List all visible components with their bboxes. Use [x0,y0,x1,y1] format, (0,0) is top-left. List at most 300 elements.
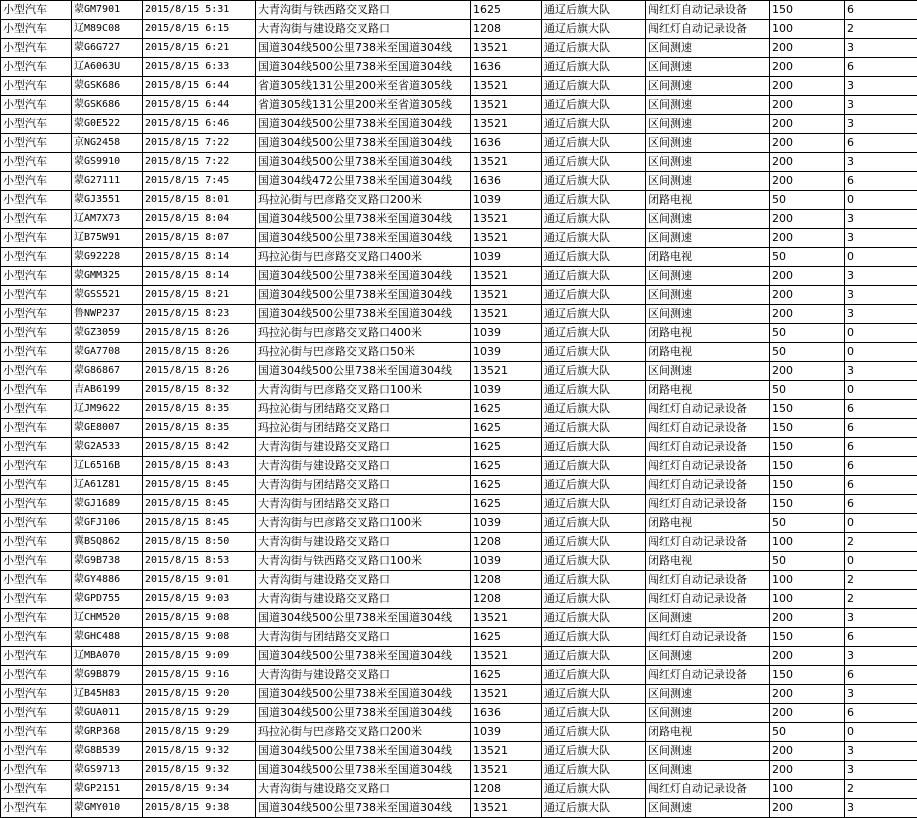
location-cell[interactable]: 国道304线500公里738米至国道304线 [256,134,471,153]
timestamp-cell[interactable]: 2015/8/15 9:32 [143,742,256,761]
points-cell[interactable]: 6 [845,419,917,438]
timestamp-cell[interactable]: 2015/8/15 9:29 [143,704,256,723]
code-cell[interactable]: 13521 [471,39,542,58]
vehicle-type-cell[interactable]: 小型汽车 [1,1,72,20]
timestamp-cell[interactable]: 2015/8/15 8:26 [143,343,256,362]
device-cell[interactable]: 闭路电视 [646,191,770,210]
points-cell[interactable]: 3 [845,39,917,58]
plate-number-cell[interactable]: 辽A61Z81 [72,476,143,495]
location-cell[interactable]: 省道305线131公里200米至省道305线 [256,96,471,115]
location-cell[interactable]: 国道304线500公里738米至国道304线 [256,609,471,628]
location-cell[interactable]: 国道304线500公里738米至国道304线 [256,267,471,286]
device-cell[interactable]: 区间测速 [646,39,770,58]
fine-cell[interactable]: 150 [770,495,845,514]
points-cell[interactable]: 6 [845,495,917,514]
plate-number-cell[interactable]: 蒙GA7708 [72,343,143,362]
plate-number-cell[interactable]: 蒙G0E522 [72,115,143,134]
device-cell[interactable]: 闭路电视 [646,248,770,267]
timestamp-cell[interactable]: 2015/8/15 7:22 [143,153,256,172]
plate-number-cell[interactable]: 蒙G6G727 [72,39,143,58]
department-cell[interactable]: 通辽后旗大队 [542,286,646,305]
vehicle-type-cell[interactable]: 小型汽车 [1,134,72,153]
device-cell[interactable]: 闯红灯自动记录设备 [646,20,770,39]
plate-number-cell[interactable]: 蒙GPD755 [72,590,143,609]
timestamp-cell[interactable]: 2015/8/15 6:46 [143,115,256,134]
timestamp-cell[interactable]: 2015/8/15 8:35 [143,419,256,438]
points-cell[interactable]: 2 [845,571,917,590]
plate-number-cell[interactable]: 鲁NWP237 [72,305,143,324]
vehicle-type-cell[interactable]: 小型汽车 [1,723,72,742]
location-cell[interactable]: 国道304线500公里738米至国道304线 [256,799,471,818]
plate-number-cell[interactable]: 辽A6063U [72,58,143,77]
device-cell[interactable]: 区间测速 [646,229,770,248]
vehicle-type-cell[interactable]: 小型汽车 [1,666,72,685]
department-cell[interactable]: 通辽后旗大队 [542,609,646,628]
fine-cell[interactable]: 200 [770,305,845,324]
points-cell[interactable]: 0 [845,552,917,571]
vehicle-type-cell[interactable]: 小型汽车 [1,343,72,362]
department-cell[interactable]: 通辽后旗大队 [542,761,646,780]
points-cell[interactable]: 6 [845,134,917,153]
location-cell[interactable]: 国道304线500公里738米至国道304线 [256,210,471,229]
timestamp-cell[interactable]: 2015/8/15 9:09 [143,647,256,666]
location-cell[interactable]: 大青沟街与铁西路交叉路口100米 [256,552,471,571]
points-cell[interactable]: 6 [845,666,917,685]
fine-cell[interactable]: 100 [770,571,845,590]
points-cell[interactable]: 6 [845,476,917,495]
timestamp-cell[interactable]: 2015/8/15 9:29 [143,723,256,742]
department-cell[interactable]: 通辽后旗大队 [542,381,646,400]
location-cell[interactable]: 大青沟街与建设路交叉路口 [256,780,471,799]
points-cell[interactable]: 3 [845,153,917,172]
timestamp-cell[interactable]: 2015/8/15 8:14 [143,248,256,267]
vehicle-type-cell[interactable]: 小型汽车 [1,590,72,609]
fine-cell[interactable]: 200 [770,609,845,628]
plate-number-cell[interactable]: 冀BSQ862 [72,533,143,552]
vehicle-type-cell[interactable]: 小型汽车 [1,39,72,58]
timestamp-cell[interactable]: 2015/8/15 8:14 [143,267,256,286]
department-cell[interactable]: 通辽后旗大队 [542,533,646,552]
code-cell[interactable]: 13521 [471,761,542,780]
location-cell[interactable]: 国道304线500公里738米至国道304线 [256,742,471,761]
department-cell[interactable]: 通辽后旗大队 [542,39,646,58]
device-cell[interactable]: 闭路电视 [646,324,770,343]
location-cell[interactable]: 玛拉沁街与团结路交叉路口 [256,419,471,438]
department-cell[interactable]: 通辽后旗大队 [542,191,646,210]
plate-number-cell[interactable]: 蒙G9B879 [72,666,143,685]
timestamp-cell[interactable]: 2015/8/15 9:16 [143,666,256,685]
device-cell[interactable]: 区间测速 [646,742,770,761]
device-cell[interactable]: 闯红灯自动记录设备 [646,438,770,457]
device-cell[interactable]: 区间测速 [646,77,770,96]
plate-number-cell[interactable]: 辽B45H83 [72,685,143,704]
points-cell[interactable]: 6 [845,58,917,77]
points-cell[interactable]: 3 [845,77,917,96]
timestamp-cell[interactable]: 2015/8/15 9:20 [143,685,256,704]
points-cell[interactable]: 3 [845,229,917,248]
plate-number-cell[interactable]: 蒙GHC488 [72,628,143,647]
timestamp-cell[interactable]: 2015/8/15 8:53 [143,552,256,571]
location-cell[interactable]: 国道304线500公里738米至国道304线 [256,704,471,723]
timestamp-cell[interactable]: 2015/8/15 8:07 [143,229,256,248]
plate-number-cell[interactable]: 蒙GRP368 [72,723,143,742]
timestamp-cell[interactable]: 2015/8/15 6:15 [143,20,256,39]
device-cell[interactable]: 闯红灯自动记录设备 [646,780,770,799]
device-cell[interactable]: 闯红灯自动记录设备 [646,419,770,438]
fine-cell[interactable]: 200 [770,77,845,96]
department-cell[interactable]: 通辽后旗大队 [542,20,646,39]
code-cell[interactable]: 1636 [471,704,542,723]
vehicle-type-cell[interactable]: 小型汽车 [1,96,72,115]
vehicle-type-cell[interactable]: 小型汽车 [1,609,72,628]
fine-cell[interactable]: 50 [770,381,845,400]
department-cell[interactable]: 通辽后旗大队 [542,799,646,818]
fine-cell[interactable]: 50 [770,723,845,742]
code-cell[interactable]: 13521 [471,210,542,229]
location-cell[interactable]: 国道304线500公里738米至国道304线 [256,305,471,324]
points-cell[interactable]: 3 [845,609,917,628]
vehicle-type-cell[interactable]: 小型汽车 [1,419,72,438]
location-cell[interactable]: 大青沟街与建设路交叉路口 [256,457,471,476]
department-cell[interactable]: 通辽后旗大队 [542,666,646,685]
department-cell[interactable]: 通辽后旗大队 [542,267,646,286]
code-cell[interactable]: 1636 [471,58,542,77]
fine-cell[interactable]: 200 [770,267,845,286]
location-cell[interactable]: 国道304线500公里738米至国道304线 [256,39,471,58]
department-cell[interactable]: 通辽后旗大队 [542,400,646,419]
fine-cell[interactable]: 200 [770,210,845,229]
vehicle-type-cell[interactable]: 小型汽车 [1,628,72,647]
device-cell[interactable]: 闯红灯自动记录设备 [646,1,770,20]
location-cell[interactable]: 国道304线500公里738米至国道304线 [256,115,471,134]
department-cell[interactable]: 通辽后旗大队 [542,172,646,191]
location-cell[interactable]: 大青沟街与团结路交叉路口 [256,495,471,514]
vehicle-type-cell[interactable]: 小型汽车 [1,58,72,77]
fine-cell[interactable]: 200 [770,761,845,780]
timestamp-cell[interactable]: 2015/8/15 7:45 [143,172,256,191]
location-cell[interactable]: 国道304线500公里738米至国道304线 [256,685,471,704]
points-cell[interactable]: 3 [845,96,917,115]
code-cell[interactable]: 1625 [471,476,542,495]
points-cell[interactable]: 2 [845,780,917,799]
fine-cell[interactable]: 100 [770,780,845,799]
device-cell[interactable]: 闭路电视 [646,552,770,571]
timestamp-cell[interactable]: 2015/8/15 9:38 [143,799,256,818]
location-cell[interactable]: 大青沟街与建设路交叉路口 [256,571,471,590]
plate-number-cell[interactable]: 蒙GY4886 [72,571,143,590]
plate-number-cell[interactable]: 蒙G92228 [72,248,143,267]
vehicle-type-cell[interactable]: 小型汽车 [1,267,72,286]
code-cell[interactable]: 13521 [471,286,542,305]
fine-cell[interactable]: 100 [770,533,845,552]
department-cell[interactable]: 通辽后旗大队 [542,419,646,438]
fine-cell[interactable]: 150 [770,628,845,647]
department-cell[interactable]: 通辽后旗大队 [542,305,646,324]
fine-cell[interactable]: 150 [770,438,845,457]
device-cell[interactable]: 闯红灯自动记录设备 [646,590,770,609]
vehicle-type-cell[interactable]: 小型汽车 [1,381,72,400]
location-cell[interactable]: 大青沟街与巴彦路交叉路口100米 [256,514,471,533]
department-cell[interactable]: 通辽后旗大队 [542,457,646,476]
fine-cell[interactable]: 200 [770,153,845,172]
code-cell[interactable]: 1625 [471,495,542,514]
vehicle-type-cell[interactable]: 小型汽车 [1,248,72,267]
department-cell[interactable]: 通辽后旗大队 [542,476,646,495]
vehicle-type-cell[interactable]: 小型汽车 [1,514,72,533]
fine-cell[interactable]: 200 [770,685,845,704]
points-cell[interactable]: 3 [845,799,917,818]
device-cell[interactable]: 闭路电视 [646,723,770,742]
device-cell[interactable]: 闯红灯自动记录设备 [646,666,770,685]
device-cell[interactable]: 区间测速 [646,685,770,704]
code-cell[interactable]: 1039 [471,723,542,742]
location-cell[interactable]: 玛拉沁街与巴彦路交叉路口400米 [256,248,471,267]
location-cell[interactable]: 国道304线500公里738米至国道304线 [256,229,471,248]
plate-number-cell[interactable]: 蒙G8B539 [72,742,143,761]
location-cell[interactable]: 玛拉沁街与巴彦路交叉路口400米 [256,324,471,343]
department-cell[interactable]: 通辽后旗大队 [542,77,646,96]
fine-cell[interactable]: 200 [770,172,845,191]
vehicle-type-cell[interactable]: 小型汽车 [1,362,72,381]
plate-number-cell[interactable]: 蒙GMY010 [72,799,143,818]
department-cell[interactable]: 通辽后旗大队 [542,552,646,571]
points-cell[interactable]: 3 [845,305,917,324]
vehicle-type-cell[interactable]: 小型汽车 [1,229,72,248]
timestamp-cell[interactable]: 2015/8/15 6:21 [143,39,256,58]
timestamp-cell[interactable]: 2015/8/15 8:23 [143,305,256,324]
timestamp-cell[interactable]: 2015/8/15 6:33 [143,58,256,77]
location-cell[interactable]: 国道304线500公里738米至国道304线 [256,761,471,780]
fine-cell[interactable]: 50 [770,248,845,267]
department-cell[interactable]: 通辽后旗大队 [542,115,646,134]
plate-number-cell[interactable]: 辽M89C08 [72,20,143,39]
vehicle-type-cell[interactable]: 小型汽车 [1,210,72,229]
points-cell[interactable]: 3 [845,685,917,704]
points-cell[interactable]: 3 [845,647,917,666]
plate-number-cell[interactable]: 蒙GSK686 [72,96,143,115]
points-cell[interactable]: 3 [845,362,917,381]
points-cell[interactable]: 0 [845,191,917,210]
department-cell[interactable]: 通辽后旗大队 [542,514,646,533]
plate-number-cell[interactable]: 蒙GS9713 [72,761,143,780]
fine-cell[interactable]: 200 [770,229,845,248]
code-cell[interactable]: 1208 [471,571,542,590]
fine-cell[interactable]: 150 [770,400,845,419]
location-cell[interactable]: 大青沟街与建设路交叉路口 [256,590,471,609]
points-cell[interactable]: 0 [845,723,917,742]
device-cell[interactable]: 区间测速 [646,362,770,381]
points-cell[interactable]: 2 [845,533,917,552]
vehicle-type-cell[interactable]: 小型汽车 [1,286,72,305]
code-cell[interactable]: 13521 [471,609,542,628]
location-cell[interactable]: 大青沟街与巴彦路交叉路口100米 [256,381,471,400]
device-cell[interactable]: 闭路电视 [646,343,770,362]
code-cell[interactable]: 1208 [471,590,542,609]
location-cell[interactable]: 玛拉沁街与巴彦路交叉路口200米 [256,191,471,210]
code-cell[interactable]: 1625 [471,628,542,647]
code-cell[interactable]: 13521 [471,267,542,286]
vehicle-type-cell[interactable]: 小型汽车 [1,153,72,172]
vehicle-type-cell[interactable]: 小型汽车 [1,324,72,343]
points-cell[interactable]: 2 [845,20,917,39]
department-cell[interactable]: 通辽后旗大队 [542,96,646,115]
points-cell[interactable]: 3 [845,210,917,229]
code-cell[interactable]: 1039 [471,248,542,267]
plate-number-cell[interactable]: 辽JM9622 [72,400,143,419]
device-cell[interactable]: 闯红灯自动记录设备 [646,495,770,514]
timestamp-cell[interactable]: 2015/8/15 8:45 [143,495,256,514]
department-cell[interactable]: 通辽后旗大队 [542,704,646,723]
fine-cell[interactable]: 200 [770,96,845,115]
vehicle-type-cell[interactable]: 小型汽车 [1,172,72,191]
fine-cell[interactable]: 200 [770,39,845,58]
code-cell[interactable]: 13521 [471,96,542,115]
vehicle-type-cell[interactable]: 小型汽车 [1,438,72,457]
code-cell[interactable]: 1625 [471,419,542,438]
location-cell[interactable]: 大青沟街与铁西路交叉路口 [256,1,471,20]
plate-number-cell[interactable]: 辽B75W91 [72,229,143,248]
code-cell[interactable]: 1208 [471,533,542,552]
plate-number-cell[interactable]: 蒙GP2151 [72,780,143,799]
timestamp-cell[interactable]: 2015/8/15 9:08 [143,628,256,647]
device-cell[interactable]: 区间测速 [646,210,770,229]
plate-number-cell[interactable]: 蒙GJ3551 [72,191,143,210]
fine-cell[interactable]: 100 [770,590,845,609]
device-cell[interactable]: 区间测速 [646,134,770,153]
fine-cell[interactable]: 150 [770,457,845,476]
plate-number-cell[interactable]: 蒙GSK686 [72,77,143,96]
code-cell[interactable]: 1039 [471,343,542,362]
code-cell[interactable]: 1625 [471,400,542,419]
timestamp-cell[interactable]: 2015/8/15 8:50 [143,533,256,552]
fine-cell[interactable]: 150 [770,476,845,495]
location-cell[interactable]: 大青沟街与建设路交叉路口 [256,666,471,685]
department-cell[interactable]: 通辽后旗大队 [542,58,646,77]
location-cell[interactable]: 玛拉沁街与巴彦路交叉路口50米 [256,343,471,362]
timestamp-cell[interactable]: 2015/8/15 7:22 [143,134,256,153]
device-cell[interactable]: 区间测速 [646,647,770,666]
vehicle-type-cell[interactable]: 小型汽车 [1,305,72,324]
timestamp-cell[interactable]: 2015/8/15 9:01 [143,571,256,590]
plate-number-cell[interactable]: 蒙G86867 [72,362,143,381]
department-cell[interactable]: 通辽后旗大队 [542,229,646,248]
points-cell[interactable]: 2 [845,590,917,609]
points-cell[interactable]: 3 [845,286,917,305]
timestamp-cell[interactable]: 2015/8/15 8:35 [143,400,256,419]
code-cell[interactable]: 1039 [471,381,542,400]
code-cell[interactable]: 1208 [471,780,542,799]
fine-cell[interactable]: 150 [770,666,845,685]
plate-number-cell[interactable]: 蒙GFJ106 [72,514,143,533]
code-cell[interactable]: 1636 [471,134,542,153]
plate-number-cell[interactable]: 蒙GE8007 [72,419,143,438]
device-cell[interactable]: 闭路电视 [646,381,770,400]
location-cell[interactable]: 大青沟街与建设路交叉路口 [256,533,471,552]
plate-number-cell[interactable]: 蒙GSS521 [72,286,143,305]
department-cell[interactable]: 通辽后旗大队 [542,438,646,457]
points-cell[interactable]: 3 [845,761,917,780]
device-cell[interactable]: 区间测速 [646,609,770,628]
device-cell[interactable]: 区间测速 [646,761,770,780]
location-cell[interactable]: 玛拉沁街与团结路交叉路口 [256,400,471,419]
department-cell[interactable]: 通辽后旗大队 [542,742,646,761]
points-cell[interactable]: 6 [845,1,917,20]
fine-cell[interactable]: 200 [770,742,845,761]
department-cell[interactable]: 通辽后旗大队 [542,723,646,742]
code-cell[interactable]: 1625 [471,1,542,20]
code-cell[interactable]: 13521 [471,305,542,324]
location-cell[interactable]: 大青沟街与建设路交叉路口 [256,20,471,39]
vehicle-type-cell[interactable]: 小型汽车 [1,533,72,552]
plate-number-cell[interactable]: 蒙GUA011 [72,704,143,723]
fine-cell[interactable]: 50 [770,191,845,210]
plate-number-cell[interactable]: 吉AB6199 [72,381,143,400]
vehicle-type-cell[interactable]: 小型汽车 [1,704,72,723]
plate-number-cell[interactable]: 蒙GM7901 [72,1,143,20]
fine-cell[interactable]: 50 [770,552,845,571]
vehicle-type-cell[interactable]: 小型汽车 [1,761,72,780]
timestamp-cell[interactable]: 2015/8/15 8:01 [143,191,256,210]
timestamp-cell[interactable]: 2015/8/15 8:21 [143,286,256,305]
timestamp-cell[interactable]: 2015/8/15 5:31 [143,1,256,20]
vehicle-type-cell[interactable]: 小型汽车 [1,495,72,514]
code-cell[interactable]: 13521 [471,229,542,248]
timestamp-cell[interactable]: 2015/8/15 8:32 [143,381,256,400]
location-cell[interactable]: 国道304线500公里738米至国道304线 [256,58,471,77]
points-cell[interactable]: 6 [845,457,917,476]
department-cell[interactable]: 通辽后旗大队 [542,590,646,609]
plate-number-cell[interactable]: 蒙GJ1689 [72,495,143,514]
fine-cell[interactable]: 200 [770,286,845,305]
location-cell[interactable]: 省道305线131公里200米至省道305线 [256,77,471,96]
code-cell[interactable]: 13521 [471,115,542,134]
plate-number-cell[interactable]: 辽AM7X73 [72,210,143,229]
fine-cell[interactable]: 200 [770,799,845,818]
code-cell[interactable]: 13521 [471,647,542,666]
device-cell[interactable]: 区间测速 [646,286,770,305]
timestamp-cell[interactable]: 2015/8/15 8:42 [143,438,256,457]
timestamp-cell[interactable]: 2015/8/15 8:45 [143,476,256,495]
vehicle-type-cell[interactable]: 小型汽车 [1,457,72,476]
code-cell[interactable]: 1208 [471,20,542,39]
device-cell[interactable]: 闯红灯自动记录设备 [646,571,770,590]
device-cell[interactable]: 区间测速 [646,96,770,115]
fine-cell[interactable]: 50 [770,514,845,533]
points-cell[interactable]: 6 [845,628,917,647]
plate-number-cell[interactable]: 蒙G2A533 [72,438,143,457]
timestamp-cell[interactable]: 2015/8/15 8:26 [143,324,256,343]
department-cell[interactable]: 通辽后旗大队 [542,248,646,267]
plate-number-cell[interactable]: 蒙GMM325 [72,267,143,286]
department-cell[interactable]: 通辽后旗大队 [542,685,646,704]
device-cell[interactable]: 区间测速 [646,153,770,172]
location-cell[interactable]: 大青沟街与团结路交叉路口 [256,476,471,495]
timestamp-cell[interactable]: 2015/8/15 8:43 [143,457,256,476]
code-cell[interactable]: 1039 [471,324,542,343]
points-cell[interactable]: 3 [845,742,917,761]
points-cell[interactable]: 0 [845,248,917,267]
plate-number-cell[interactable]: 辽L6516B [72,457,143,476]
points-cell[interactable]: 3 [845,115,917,134]
department-cell[interactable]: 通辽后旗大队 [542,362,646,381]
timestamp-cell[interactable]: 2015/8/15 8:45 [143,514,256,533]
code-cell[interactable]: 13521 [471,685,542,704]
vehicle-type-cell[interactable]: 小型汽车 [1,571,72,590]
vehicle-type-cell[interactable]: 小型汽车 [1,799,72,818]
fine-cell[interactable]: 200 [770,647,845,666]
location-cell[interactable]: 国道304线500公里738米至国道304线 [256,286,471,305]
location-cell[interactable]: 大青沟街与团结路交叉路口 [256,628,471,647]
